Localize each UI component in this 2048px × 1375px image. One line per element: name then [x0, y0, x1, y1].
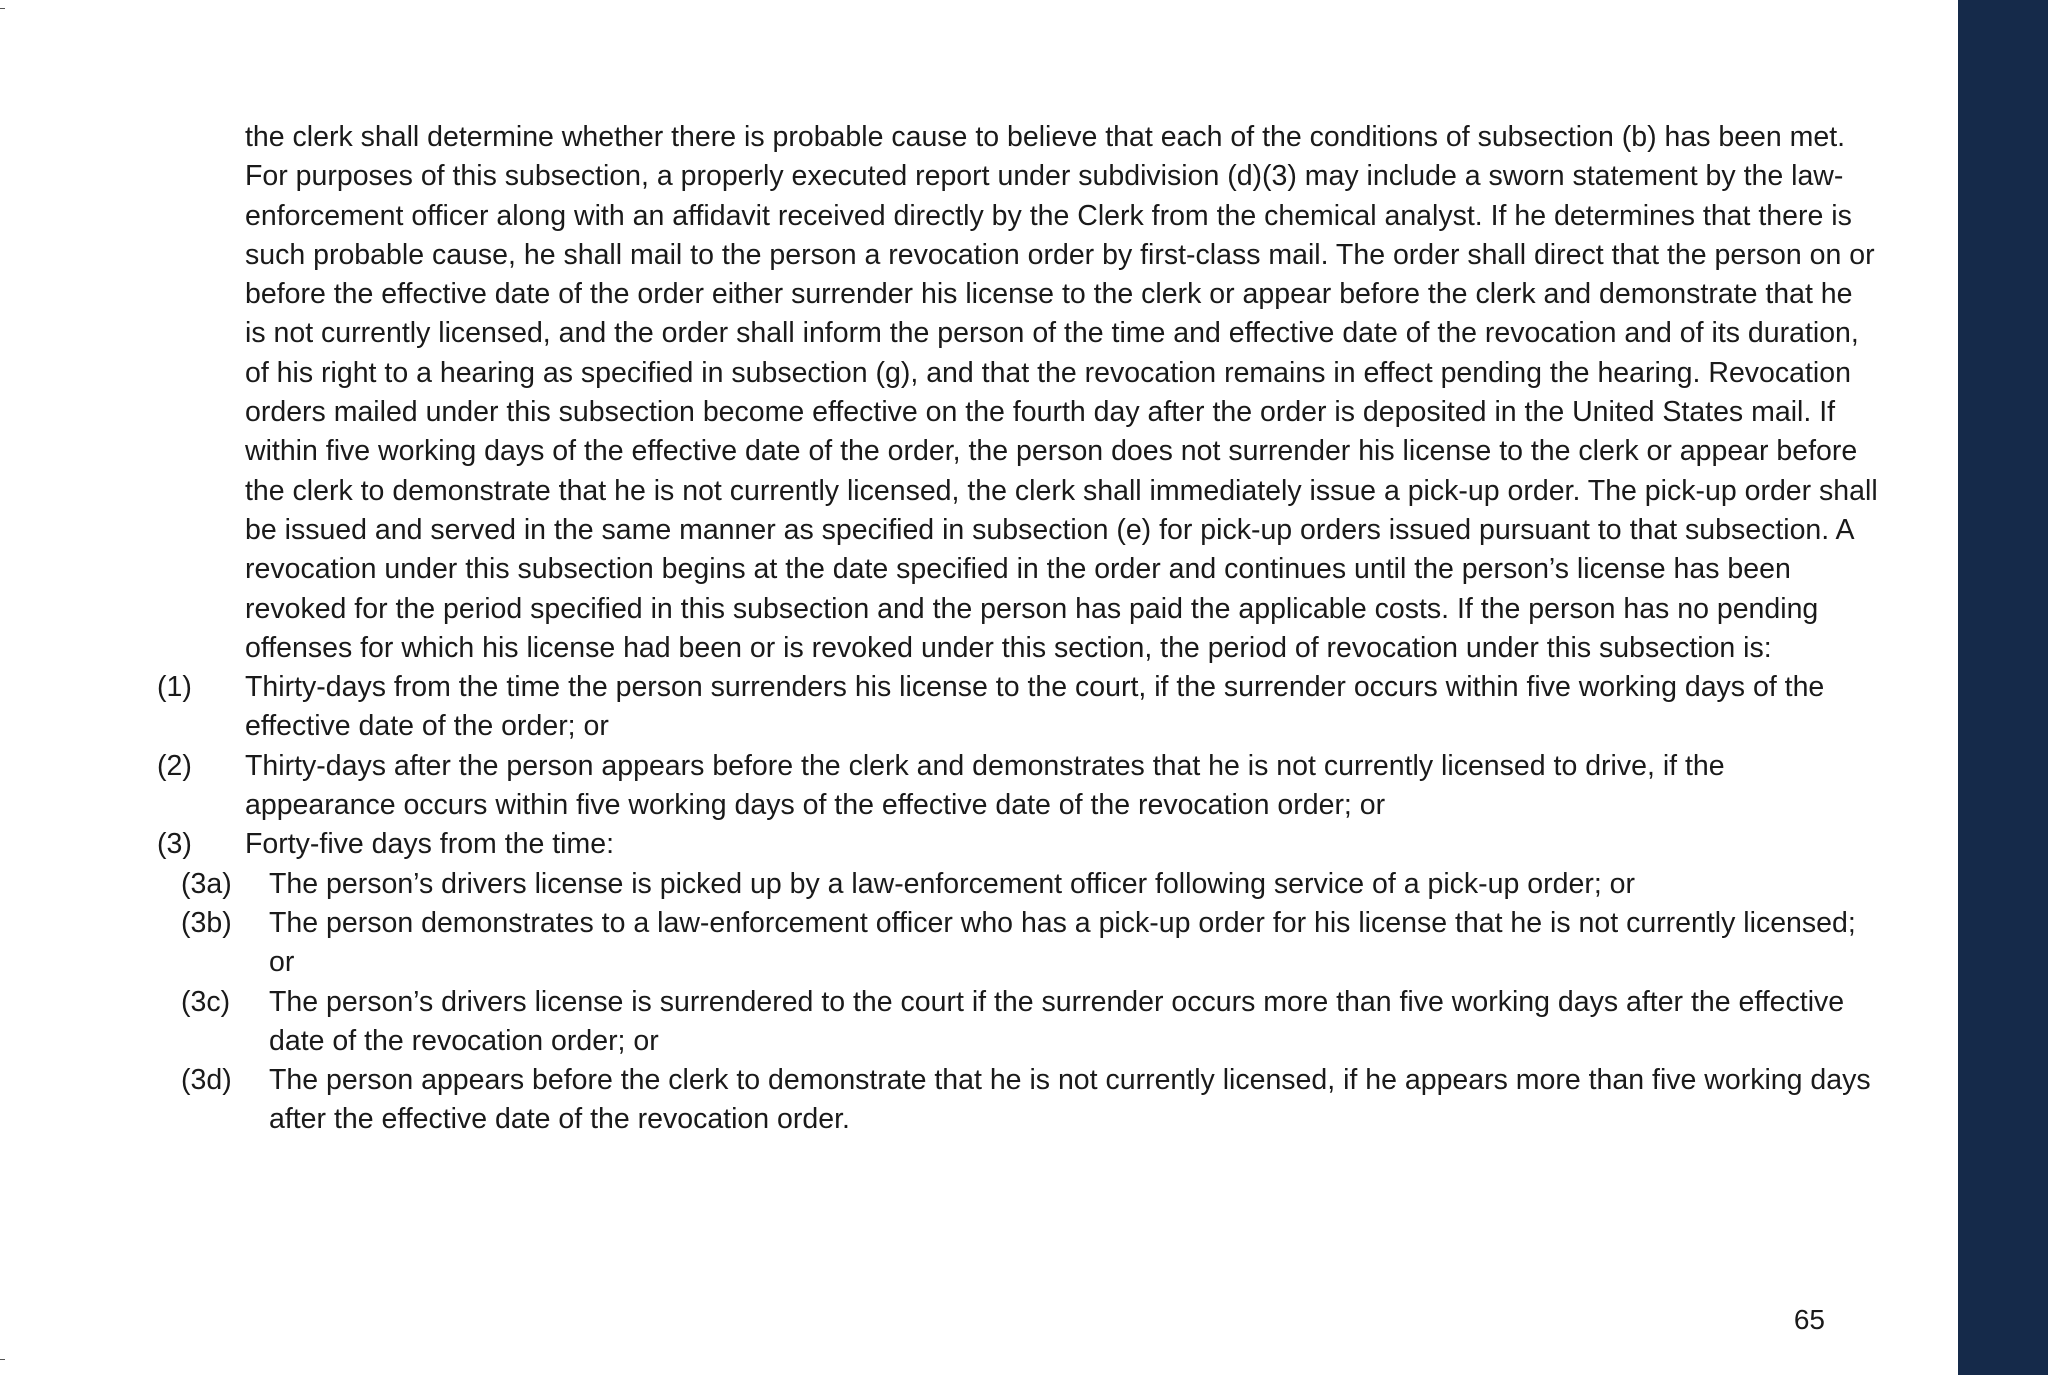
list-item [0, 747, 1880, 826]
sub-list-item-number: (3d) [181, 1064, 232, 1097]
intro-paragraph: the clerk shall determine whether there is probable cause to believe that each of the conditions of subsection (b) has been met. For purposes of this subsection, a properly executed report under subdivision (d)(3) may include a sworn statement by the law-enforcement officer along with an affidavit received directly by the Clerk from the chemical analyst. If he determines that there is such probable cause, he shall mail to the person a revocation order by first-class mail. The order shall direct that the person on or before the effective date of the order either surrender his license to the clerk or appear before the clerk and demonstrate that he is not currently licensed, and the order shall inform the person of the time and effective date of the revocation and of its duration, of his right to a hearing as specified in subsection (g), and that the revocation remains in effect pending the hearing. Revocation orders mailed under this subsection become effective on the fourth day after the order is deposited in the United States mail. If within five working days of the effective date of the order, the person does not surrender his license to the clerk or appear before the clerk to demonstrate that he is not currently licensed, the clerk shall immediately issue a pick-up order. The pick-up order shall be issued and served in the same manner as specified in subsection (e) for pick-up orders issued pursuant to that subsection. A revocation under this subsection begins at the date specified in the order and continues until the person’s license has been revoked for the period specified in this subsection and the person has paid the applicable costs. If the person has no pending offenses for which his license had been or is revoked under this section, the period of revocation under this subsection is: [245, 121, 1878, 664]
sub-list-item [0, 904, 1880, 983]
list-item-number: (3) [157, 828, 192, 861]
sub-list-item-number: (3a) [181, 867, 232, 900]
sub-list-item [0, 865, 1880, 904]
list-item [0, 825, 1880, 864]
page-content [0, 118, 1958, 1140]
sub-list-item-text: The person’s drivers license is surrendered to the court if the surrender occurs more than five working days after the effective date of the revocation order; or [269, 985, 1845, 1057]
sub-list-item-number: (3c) [181, 985, 231, 1018]
list-item-number: (1) [157, 671, 192, 704]
sub-list-item-text: The person appears before the clerk to demonstrate that he is not currently licensed, if he appears more than five working days after the effective date of the revocation order. [269, 1064, 1871, 1136]
crop-mark-top [0, 8, 5, 9]
crop-mark-bottom [0, 1359, 5, 1360]
list-item-text: Forty-five days from the time: [245, 828, 615, 861]
page-number: 65 [1793, 1304, 1825, 1335]
side-color-band [1958, 0, 2048, 1375]
sub-list-item-number: (3b) [181, 906, 232, 939]
sub-list-item-text: The person demonstrates to a law-enforcement officer who has a pick-up order for his license that he is not currently licensed; or [269, 906, 1856, 979]
list-item [0, 668, 1880, 747]
sub-list-item [0, 1061, 1880, 1140]
list-item-number: (2) [157, 749, 192, 782]
sub-list-item [0, 983, 1880, 1062]
list-item-text: Thirty-days from the time the person surrenders his license to the court, if the surrender occurs within five working days of the effective date of the order; or [245, 671, 1825, 743]
sub-list-item-text: The person’s drivers license is picked up by a law-enforcement officer following service of a pick-up order; or [269, 867, 1635, 900]
list-item-text: Thirty-days after the person appears before the clerk and demonstrates that he is not currently licensed to drive, if the appearance occurs within five working days of the effective date of the revocation order; or [245, 749, 1725, 822]
